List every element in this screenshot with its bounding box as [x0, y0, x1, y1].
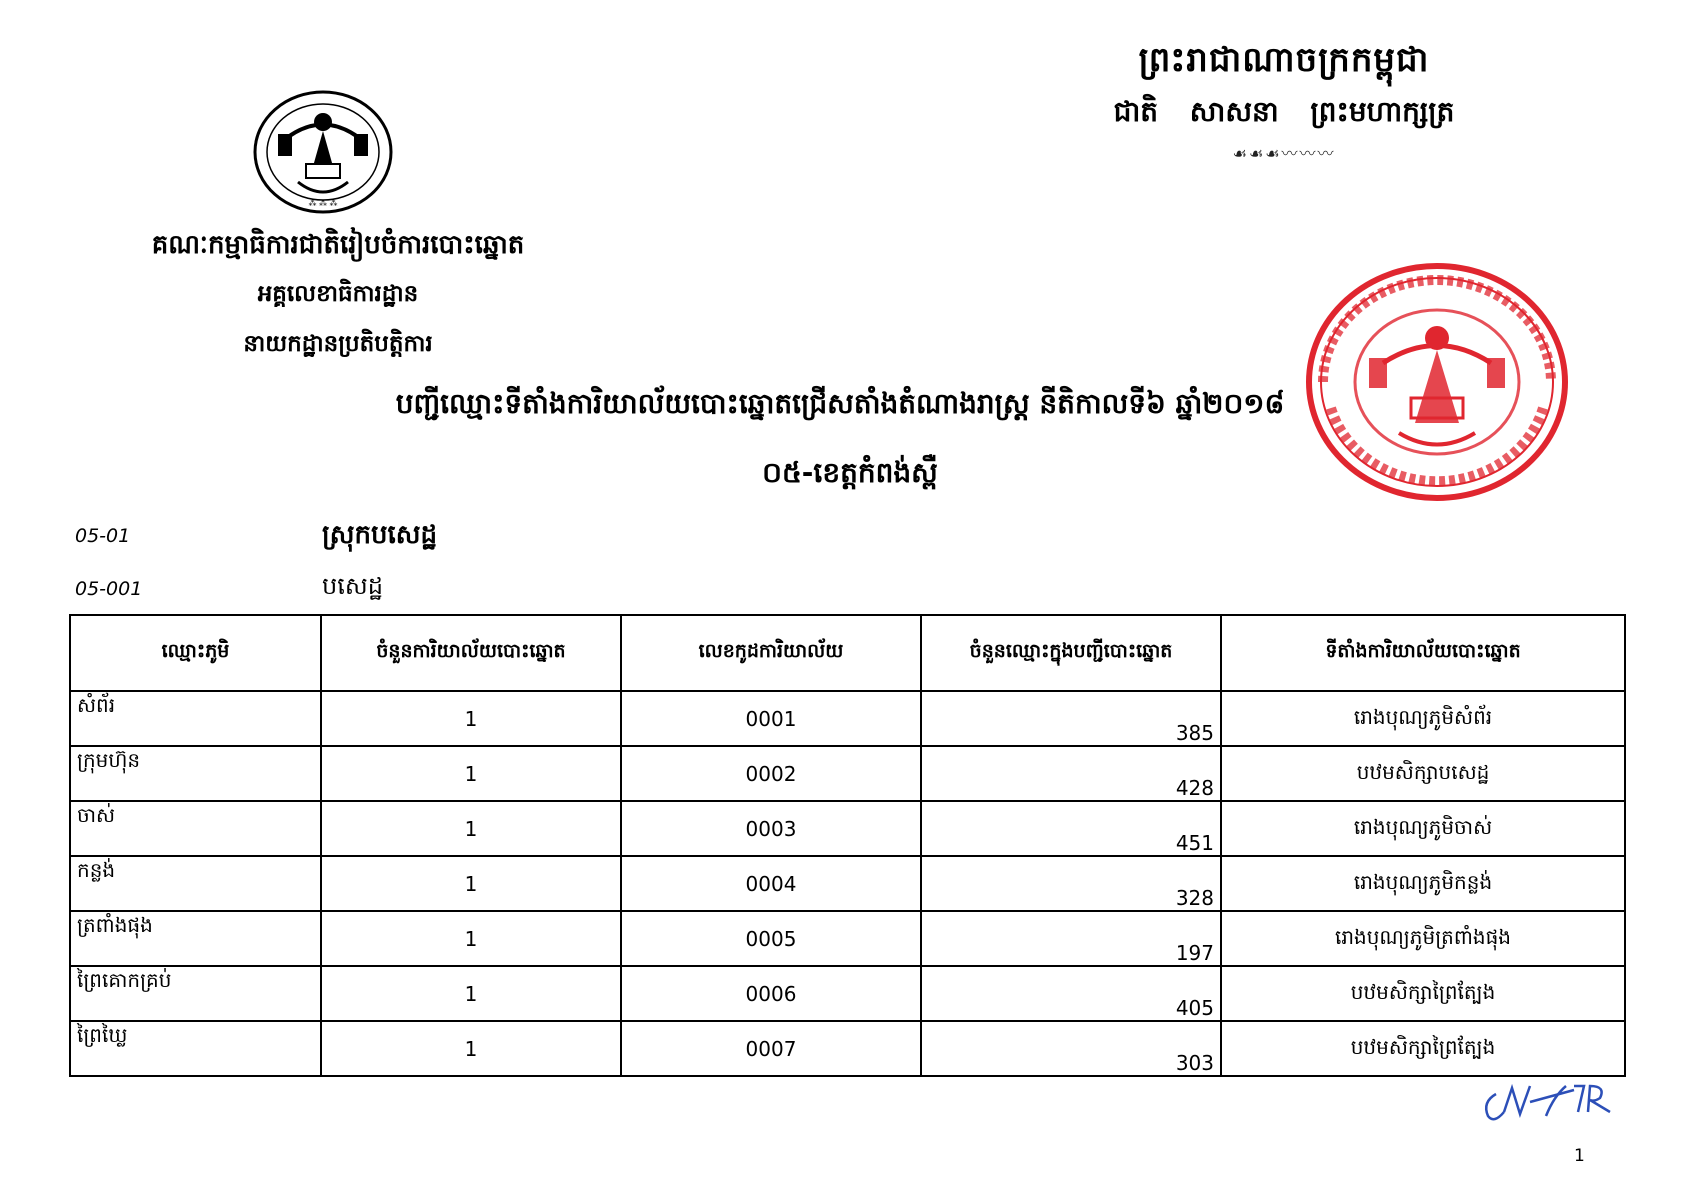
office-count-cell: 1	[321, 966, 621, 1021]
office-code-cell: 0001	[621, 691, 921, 746]
location-cell: បឋមសិក្សាព្រៃត្បែង	[1221, 966, 1625, 1021]
table-row	[70, 801, 1625, 856]
department-name: នាយកដ្ឋានប្រតិបត្តិការ	[243, 331, 433, 357]
district-code: 05-01	[75, 525, 131, 547]
agency-name: គណៈកម្មាធិការជាតិរៀបចំការបោះឆ្នោត	[151, 230, 525, 260]
office-count-cell: 1	[321, 691, 621, 746]
voter-count-cell: 303	[921, 1021, 1221, 1076]
table-row	[70, 746, 1625, 801]
red-official-seal-icon	[1303, 258, 1571, 506]
office-count-cell: 1	[321, 746, 621, 801]
voter-count-cell: 328	[921, 856, 1221, 911]
national-election-committee-emblem-icon	[248, 82, 398, 222]
commune-code: 05-001	[75, 578, 143, 600]
office-code-cell: 0005	[621, 911, 921, 966]
commune-name: បសេដ្ឋ	[322, 572, 383, 600]
location-cell: បឋមសិក្សាបសេដ្ឋ	[1221, 746, 1625, 801]
column-header-village: ឈ្មោះភូមិ	[70, 615, 321, 691]
province-title: ០៥-ខេត្តកំពង់ស្ពឺ	[762, 456, 938, 489]
handwritten-signature-icon	[1474, 1072, 1624, 1128]
village-cell: ចាស់	[70, 801, 321, 856]
office-code-cell: 0003	[621, 801, 921, 856]
column-header-location: ទីតាំងការិយាល័យបោះឆ្នោត	[1221, 615, 1625, 691]
office-code-cell: 0007	[621, 1021, 921, 1076]
office-code-cell: 0006	[621, 966, 921, 1021]
secretariat-name: អគ្គលេខាធិការដ្ឋាន	[257, 281, 419, 307]
village-cell: ព្រៃឃ្លៃ	[70, 1021, 321, 1076]
table-row	[70, 856, 1625, 911]
office-count-cell: 1	[321, 856, 621, 911]
district-name: ស្រុកបសេដ្ឋ	[322, 520, 438, 550]
office-count-cell: 1	[321, 911, 621, 966]
voter-count-cell: 385	[921, 691, 1221, 746]
office-count-cell: 1	[321, 801, 621, 856]
column-header-voter-count: ចំនួនឈ្មោះក្នុងបញ្ជីបោះឆ្នោត	[921, 615, 1221, 691]
svg-text:⁂ ⁂ ⁂: ⁂ ⁂ ⁂	[308, 199, 338, 208]
village-cell: កន្លង់	[70, 856, 321, 911]
voter-count-cell: 428	[921, 746, 1221, 801]
location-cell: បឋមសិក្សាព្រៃត្បែង	[1221, 1021, 1625, 1076]
village-cell: ក្រុមហ៊ុន	[70, 746, 321, 801]
office-code-cell: 0004	[621, 856, 921, 911]
table-row	[70, 1021, 1625, 1076]
village-cell: ព្រៃគោកគ្រប់	[70, 966, 321, 1021]
location-cell: រោងបុណ្យភូមិចាស់	[1221, 801, 1625, 856]
column-header-office-code: លេខកូដការិយាល័យ	[621, 615, 921, 691]
table-header-row	[70, 615, 1625, 691]
office-code-cell: 0002	[621, 746, 921, 801]
kingdom-title: ព្រះរាជាណាចក្រកម្ពុជា	[1138, 40, 1430, 80]
table-row	[70, 911, 1625, 966]
voter-count-cell: 197	[921, 911, 1221, 966]
table-row	[70, 691, 1625, 746]
kingdom-header	[1074, 38, 1494, 164]
column-header-office-count: ចំនួនការិយាល័យបោះឆ្នោត	[321, 615, 621, 691]
ornament-divider: ☙☙☙〰〰〰	[1232, 144, 1336, 163]
page-number: 1	[1574, 1146, 1585, 1166]
office-count-cell: 1	[321, 1021, 621, 1076]
document-title: បញ្ជីឈ្មោះទីតាំងការិយាល័យបោះឆ្នោតជ្រើសតាំងតំណាងរាស្ត្រ នីតិកាលទី៦ ឆ្នាំ២០១៨	[395, 387, 1285, 420]
village-cell: សំព័រ	[70, 691, 321, 746]
location-cell: រោងបុណ្យភូមិសំព័រ	[1221, 691, 1625, 746]
voter-count-cell: 451	[921, 801, 1221, 856]
location-cell: រោងបុណ្យភូមិត្រពាំងផុង	[1221, 911, 1625, 966]
location-cell: រោងបុណ្យភូមិកន្លង់	[1221, 856, 1625, 911]
polling-stations-table	[69, 614, 1626, 1077]
table-row	[70, 966, 1625, 1021]
national-motto: ជាតិ សាសនា ព្រះមហាក្សត្រ	[1113, 95, 1455, 128]
voter-count-cell: 405	[921, 966, 1221, 1021]
village-cell: ត្រពាំងផុង	[70, 911, 321, 966]
